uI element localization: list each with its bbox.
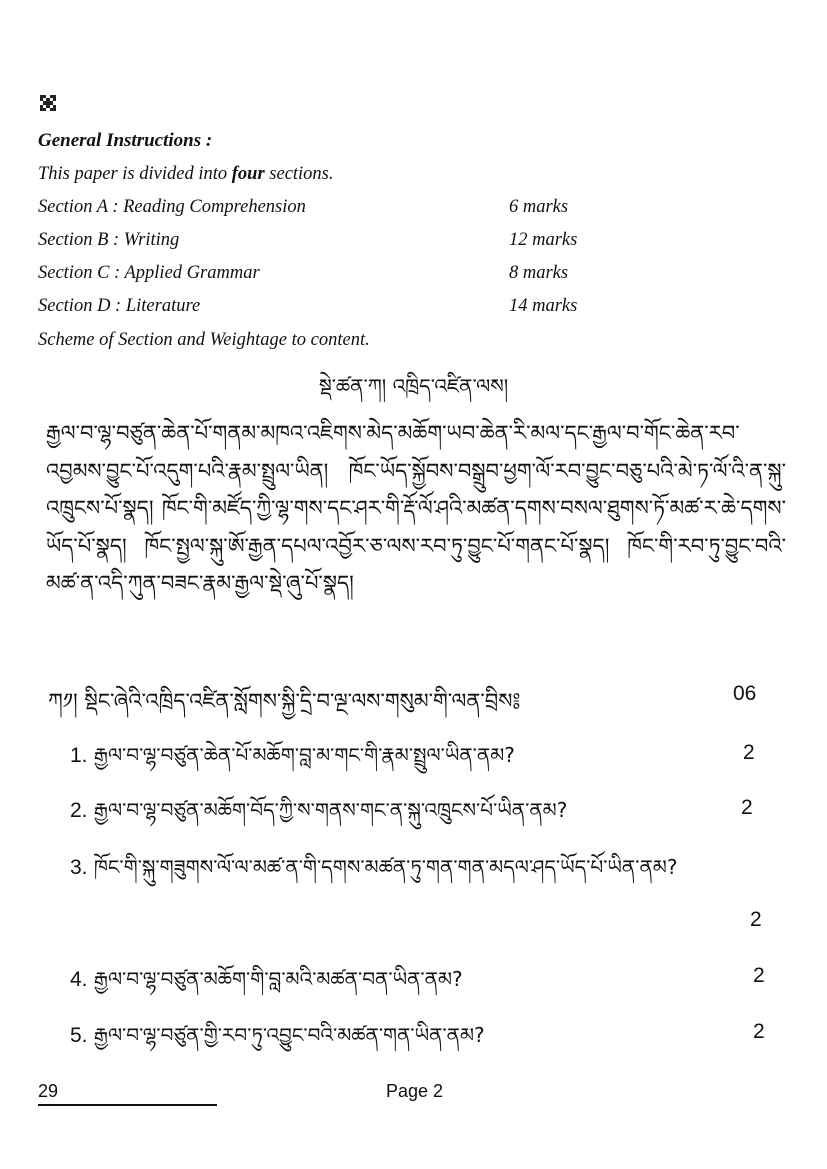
question-heading-marks: 06 [733,682,757,705]
question-1 [70,733,515,789]
question-number: 4. [70,968,88,991]
question-number: 1. [70,744,88,767]
section-d-marks: 14 marks [509,296,578,316]
question-3 [70,845,677,901]
intro-bold: four [231,164,265,184]
question-number: 3. [70,856,88,879]
section-b-label: Section B : Writing [38,230,180,250]
question-4-marks: 2 [753,964,765,987]
question-text: རྒྱལ་བ་ལྷ་བཙུན་གྱི་རབ་ཏུ་འབྱུང་བའི་མཚན་གན་ཡིན་ནམ? [93,1023,485,1047]
section-a-marks: 6 marks [509,197,569,217]
question-2-marks: 2 [741,796,753,819]
question-heading: ཀ༡། སྡིང་ཞེའི་འཁྲིད་འཛིན་སློགས་སྐྱི་དྲི་བ་ལྔ་ལས་གསུམ་གི་ལན་བྲིས༔ [48,689,521,713]
question-2 [70,788,567,844]
section-title: སྡེ་ཚན་ཀ། འཁྲིད་འཛིན་ལས། [318,374,509,398]
question-number: 5. [70,1024,88,1047]
question-5 [70,1013,485,1069]
question-1-marks: 2 [743,741,755,764]
question-text: རྒྱལ་བ་ལྷ་བཙུན་ཆེན་པོ་མཆོག་བླ་མ་གང་གི་རྣམ་སྤྲུལ་ཡིན་ནམ? [93,743,515,767]
question-number: 2. [70,799,88,822]
question-4 [70,957,463,1013]
reading-passage: རྒྱལ་བ་ལྷ་བཙུན་ཆེན་པོ་གནམ་མཁའ་འཇིགས་མེད་མཆོག་ཡབ་ཆེན་རི་མལ་དང་རྒྱལ་བ་གོང་ཆེན་རབ་འབྱམས་བྱུང་པོ་འདུག་པའི་རྣམ་སྤྲུལ་ཡིན། ཁོང་ཡོད་སྐྱོབས་བསྒྲུབ་ཕྱག་ལོ་རབ་བྱུང་བཅུ་པའི་མེ་ཏ་ལོ་འི་ན་སྐུ་འཁྲུངས་པོ་སྣད། ཁོང་གི་མཛོད་ཀྱི་ལྷ་གས་དང་ཤར་གི་རྡོ་ལོ་ཤའི་མཚན་དགས་བསལ་ཐུགས་ཏོ་མཚ་ར་ཆེ་དགས་ཡོད་པོ་སྣད། ཁོང་སྤྱལ་སྐུ་ཨོ་རྒྱན་དཔལ་འབྱོར་ཅ་ལས་རབ་ཏུ་བྱུང་པོ་གནང་པོ་སྣད། ཁོང་གི་རབ་ཏུ་བྱུང་བའི་མཚ་ན་འདི་ཀུན་བཟང་རྣམ་རྒྱལ་སྡེ་ཞུ་པོ་སྣད། [46,421,786,595]
section-c-label: Section C : Applied Grammar [38,263,260,283]
question-text: རྒྱལ་བ་ལྷ་བཙུན་མཆོག་བོད་ཀྱི་ས་གནས་གང་ན་སྐུ་འཁྲུངས་པོ་ཡིན་ནམ? [93,798,568,822]
section-b-marks: 12 marks [509,230,578,250]
footer-divider [38,1104,217,1106]
page-number: Page 2 [386,1081,444,1101]
general-instructions-heading: General Instructions : [38,130,213,151]
intro-prefix: This paper is divided into [38,164,232,184]
question-text: རྒྱལ་བ་ལྷ་བཙུན་མཆོག་གི་བླ་མའི་མཚན་བན་ཡིན་ནམ? [93,967,463,991]
instructions-intro [38,164,334,185]
question-5-marks: 2 [753,1020,765,1043]
question-3-marks: 2 [750,908,762,931]
intro-suffix: sections. [264,164,334,184]
scheme-line: Scheme of Section and Weightage to content. [38,330,370,350]
paper-code: 29 [38,1081,59,1101]
question-text: ཁོང་གི་སྐུ་གཟུགས་ལོ་ལ་མཚ་ན་གི་དགས་མཚན་ཏུ་གན་གན་མདལ་ཤད་ཡོད་པོ་ཡིན་ནམ? [93,855,678,879]
section-d-label: Section D : Literature [38,296,201,316]
section-c-marks: 8 marks [509,263,569,283]
section-a-label: Section A : Reading Comprehension [38,197,306,217]
qr-code-icon [40,95,56,111]
